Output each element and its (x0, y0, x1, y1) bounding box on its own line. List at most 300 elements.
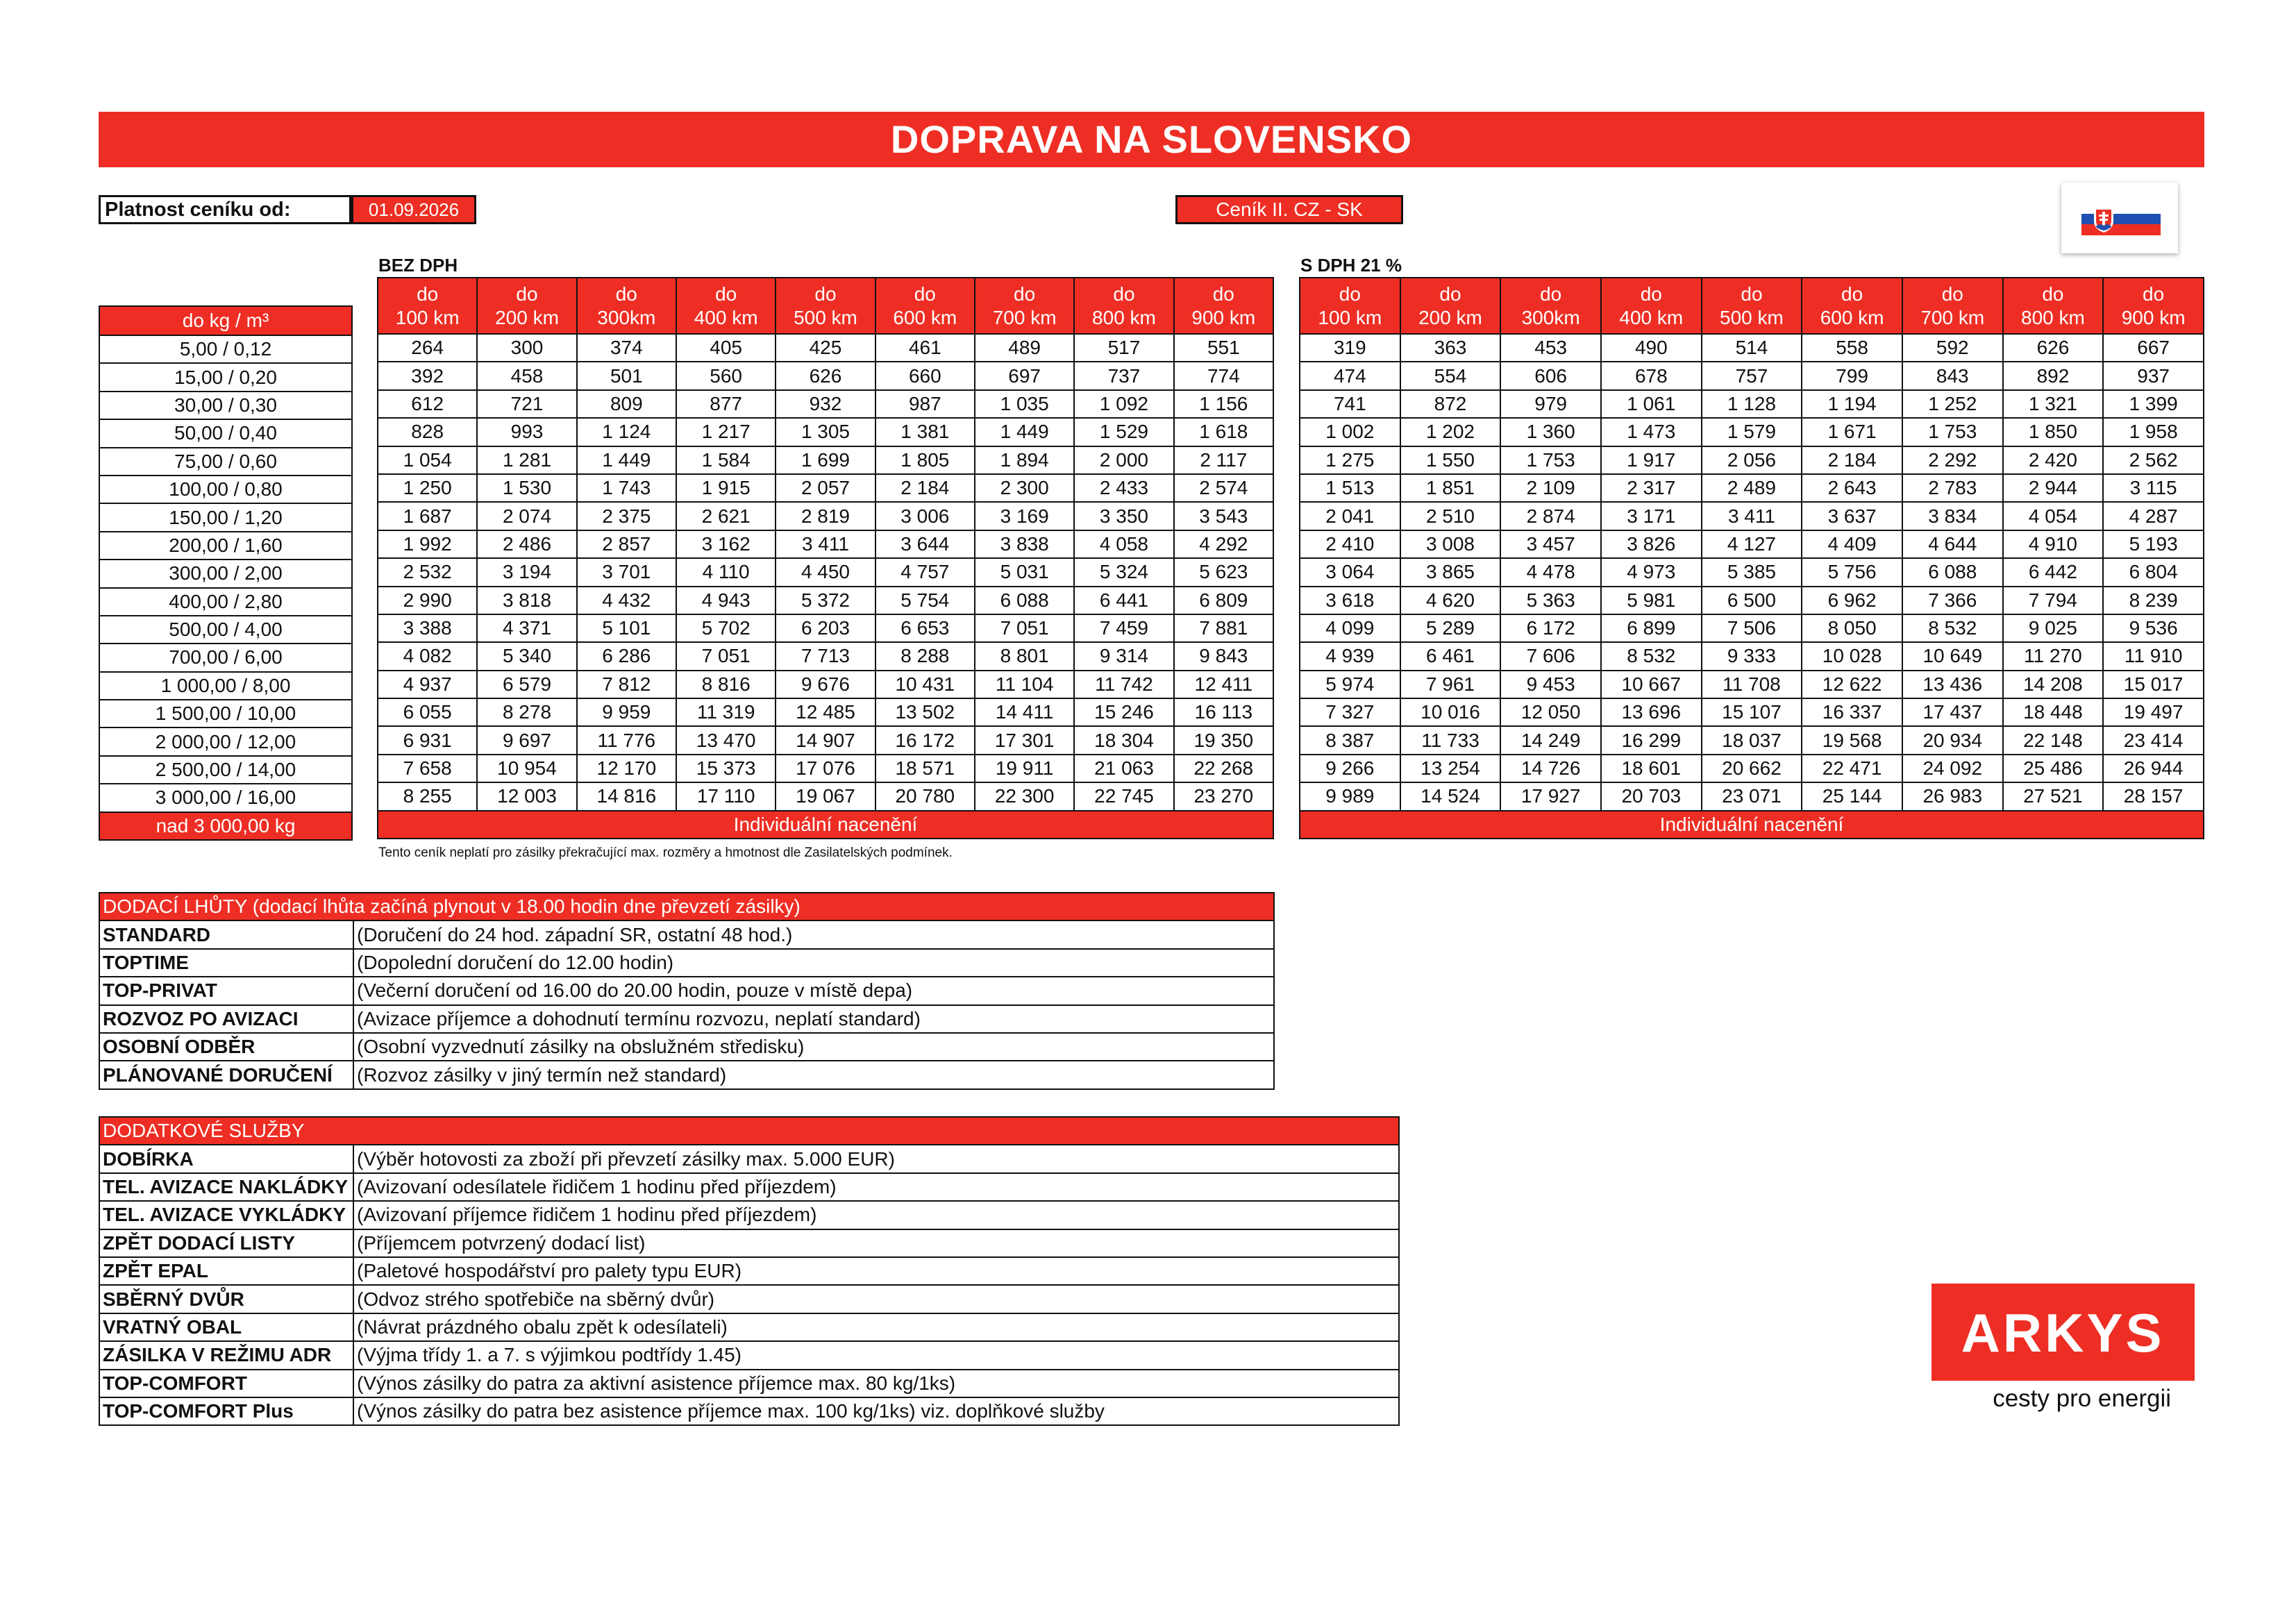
price-cell: 22 745 (1074, 782, 1173, 810)
weight-cell: 300,00 / 2,00 (99, 560, 352, 587)
price-cell: 1 513 (1300, 474, 1400, 502)
extra-service-row (99, 1173, 1399, 1201)
extra-service-name: TEL. AVIZACE NAKLÁDKY (99, 1173, 353, 1201)
price-cell: 2 317 (1601, 474, 1702, 502)
price-cell: 3 171 (1601, 502, 1702, 530)
distance-km: 900 km (2121, 306, 2186, 328)
price-cell: 558 (1802, 334, 1902, 362)
price-cell: 3 169 (975, 502, 1074, 530)
price-cell: 1 252 (1902, 390, 2003, 418)
price-cell: 5 289 (1400, 614, 1501, 642)
tariff-badge: Ceník II. CZ - SK (1175, 195, 1403, 224)
weight-row (99, 700, 352, 728)
price-cell: 363 (1400, 334, 1501, 362)
weight-row (99, 448, 352, 476)
price-cell: 1 671 (1802, 418, 1902, 446)
price-cell: 1 281 (477, 446, 576, 474)
price-cell: 7 881 (1174, 614, 1273, 642)
distance-km: 100 km (1318, 306, 1382, 328)
delivery-time-row (99, 949, 1274, 977)
weight-row (99, 503, 352, 531)
price-cell: 987 (875, 390, 975, 418)
price-cell: 1 743 (577, 474, 676, 502)
price-cell: 3 543 (1174, 502, 1273, 530)
table-row (1300, 390, 2204, 418)
price-cell: 3 115 (2103, 474, 2204, 502)
price-cell: 22 148 (2003, 726, 2104, 754)
delivery-time-name: TOPTIME (99, 949, 353, 977)
price-cell: 799 (1802, 362, 1902, 389)
price-cell: 374 (577, 334, 676, 362)
price-cell: 741 (1300, 390, 1400, 418)
delivery-time-description: (Rozvoz zásilky v jiný termín než standard) (353, 1061, 1274, 1088)
price-cell: 877 (676, 390, 776, 418)
price-cell: 4 110 (676, 558, 776, 586)
distance-do: do (1841, 283, 1863, 305)
table-row (1300, 755, 2204, 782)
distance-km: 400 km (1619, 306, 1684, 328)
price-cell: 5 702 (676, 614, 776, 642)
price-cell: 1 399 (2103, 390, 2204, 418)
table-row (1300, 502, 2204, 530)
table-row (1300, 334, 2204, 362)
distance-do: do (2143, 283, 2165, 305)
price-cell: 461 (875, 334, 975, 362)
price-cell: 612 (378, 390, 477, 418)
extra-service-row (99, 1313, 1399, 1341)
price-cell: 4 937 (378, 671, 477, 698)
distance-km: 300km (597, 306, 656, 328)
price-cell: 1 002 (1300, 418, 1400, 446)
price-cell: 8 239 (2103, 587, 2204, 614)
weight-row (99, 784, 352, 812)
extra-service-name: TEL. AVIZACE VYKLÁDKY (99, 1201, 353, 1229)
price-cell: 20 662 (1702, 755, 1802, 782)
distance-km: 600 km (1820, 306, 1884, 328)
price-cell: 11 776 (577, 726, 676, 754)
price-cell: 626 (2003, 334, 2104, 362)
price-cell: 8 255 (378, 782, 477, 810)
with-vat-distance-header (2003, 278, 2104, 334)
price-cell: 16 299 (1601, 726, 1702, 754)
price-cell: 4 082 (378, 642, 477, 670)
delivery-time-row (99, 920, 1274, 948)
price-cell: 5 372 (776, 587, 875, 614)
without-vat-distance-header (875, 278, 975, 334)
price-cell: 12 622 (1802, 671, 1902, 698)
extra-services-header: DODATKOVÉ SLUŽBY (99, 1117, 1399, 1145)
table-row (378, 530, 1273, 558)
price-cell: 9 676 (776, 671, 875, 698)
price-cell: 667 (2103, 334, 2204, 362)
price-cell: 2 621 (676, 502, 776, 530)
price-cell: 16 337 (1802, 698, 1902, 726)
price-cell: 3 350 (1074, 502, 1173, 530)
price-cell: 1 194 (1802, 390, 1902, 418)
price-cell: 1 321 (2003, 390, 2104, 418)
price-cell: 606 (1500, 362, 1601, 389)
delivery-time-row (99, 977, 1274, 1004)
price-cell: 2 489 (1702, 474, 1802, 502)
logo-tagline: cesty pro energii (1993, 1385, 2171, 1412)
price-cell: 2 292 (1902, 446, 2003, 474)
price-cell: 15 373 (676, 755, 776, 782)
price-cell: 4 943 (676, 587, 776, 614)
price-cell: 6 809 (1174, 587, 1273, 614)
weight-row (99, 560, 352, 587)
price-cell: 25 486 (2003, 755, 2104, 782)
price-cell: 7 658 (378, 755, 477, 782)
price-cell: 8 387 (1300, 726, 1400, 754)
table-row (378, 362, 1273, 389)
price-table-without-vat (377, 277, 1274, 839)
extra-service-name: DOBÍRKA (99, 1145, 353, 1172)
price-cell: 3 838 (975, 530, 1074, 558)
price-cell: 10 028 (1802, 642, 1902, 670)
distance-km: 800 km (2021, 306, 2085, 328)
table-row (378, 698, 1273, 726)
price-cell: 9 989 (1300, 782, 1400, 810)
price-cell: 22 300 (975, 782, 1074, 810)
table-row (1300, 698, 2204, 726)
price-cell: 2 510 (1400, 502, 1501, 530)
price-cell: 17 110 (676, 782, 776, 810)
weight-cell: 30,00 / 0,30 (99, 392, 352, 419)
price-cell: 13 696 (1601, 698, 1702, 726)
price-cell: 264 (378, 334, 477, 362)
weight-cell: 1 000,00 / 8,00 (99, 672, 352, 700)
price-cell: 7 051 (676, 642, 776, 670)
price-cell: 697 (975, 362, 1074, 389)
price-cell: 6 203 (776, 614, 875, 642)
price-cell: 458 (477, 362, 576, 389)
price-cell: 10 431 (875, 671, 975, 698)
price-cell: 5 623 (1174, 558, 1273, 586)
price-cell: 2 420 (2003, 446, 2104, 474)
table-row (378, 642, 1273, 670)
distance-do: do (1741, 283, 1763, 305)
price-cell: 26 944 (2103, 755, 2204, 782)
delivery-times-table (99, 892, 1275, 1090)
price-cell: 17 076 (776, 755, 875, 782)
price-cell: 6 442 (2003, 558, 2104, 586)
price-cell: 4 973 (1601, 558, 1702, 586)
price-cell: 1 381 (875, 418, 975, 446)
price-cell: 14 249 (1500, 726, 1601, 754)
extra-service-description: (Výnos zásilky do patra za aktivní asistence příjemce max. 80 kg/1ks) (353, 1370, 1399, 1397)
validity-date: 01.09.2026 (351, 195, 476, 224)
price-cell: 23 071 (1702, 782, 1802, 810)
table-row (378, 390, 1273, 418)
distance-do: do (1941, 283, 1963, 305)
price-cell: 11 742 (1074, 671, 1173, 698)
price-cell: 1 529 (1074, 418, 1173, 446)
delivery-time-description: (Avizace příjemce a dohodnutí termínu rozvozu, neplatí standard) (353, 1005, 1274, 1033)
extra-services-table (99, 1116, 1400, 1426)
price-cell: 554 (1400, 362, 1501, 389)
price-cell: 3 826 (1601, 530, 1702, 558)
price-cell: 9 314 (1074, 642, 1173, 670)
weight-cell: 100,00 / 0,80 (99, 476, 352, 503)
table-row (378, 558, 1273, 586)
price-cell: 678 (1601, 362, 1702, 389)
extra-service-name: ZPĚT DODACÍ LISTY (99, 1229, 353, 1257)
price-cell: 3 644 (875, 530, 975, 558)
price-cell: 2 532 (378, 558, 477, 586)
extra-service-description: (Paletové hospodářství pro palety typu EUR) (353, 1257, 1399, 1285)
price-cell: 2 944 (2003, 474, 2104, 502)
distance-km: 500 km (1720, 306, 1784, 328)
price-cell: 453 (1500, 334, 1601, 362)
extra-service-row (99, 1257, 1399, 1285)
table-row (1300, 530, 2204, 558)
price-cell: 6 461 (1400, 642, 1501, 670)
arkys-logo-mark (1932, 1284, 2195, 1381)
table-row (378, 474, 1273, 502)
weight-row (99, 392, 352, 419)
price-cell: 3 637 (1802, 502, 1902, 530)
price-cell: 15 246 (1074, 698, 1173, 726)
extra-service-description: (Výjma třídy 1. a 7. s výjimkou podtřídy 1.45) (353, 1341, 1399, 1369)
price-cell: 6 088 (1902, 558, 2003, 586)
price-cell: 2 375 (577, 502, 676, 530)
price-cell: 9 453 (1500, 671, 1601, 698)
price-cell: 1 915 (676, 474, 776, 502)
price-cell: 3 457 (1500, 530, 1601, 558)
price-cell: 15 017 (2103, 671, 2204, 698)
distance-do: do (2042, 283, 2064, 305)
price-cell: 12 170 (577, 755, 676, 782)
price-cell: 1 449 (577, 446, 676, 474)
weight-cell: 5,00 / 0,12 (99, 335, 352, 363)
price-cell: 11 319 (676, 698, 776, 726)
price-cell: 24 092 (1902, 755, 2003, 782)
price-cell: 14 816 (577, 782, 676, 810)
price-cell: 1 805 (875, 446, 975, 474)
price-cell: 16 172 (875, 726, 975, 754)
weight-row (99, 616, 352, 644)
distance-km: 700 km (1920, 306, 1985, 328)
price-cell: 5 193 (2103, 530, 2204, 558)
delivery-time-description: (Osobní vyzvednutí zásilky na obslužném středisku) (353, 1033, 1274, 1061)
distance-km: 300km (1521, 306, 1580, 328)
weight-cell: 500,00 / 4,00 (99, 616, 352, 644)
price-cell: 2 000 (1074, 446, 1173, 474)
price-cell: 979 (1500, 390, 1601, 418)
price-cell: 10 649 (1902, 642, 2003, 670)
distance-do: do (1014, 283, 1036, 305)
price-cell: 1 753 (1500, 446, 1601, 474)
price-cell: 12 003 (477, 782, 576, 810)
price-cell: 19 350 (1174, 726, 1273, 754)
price-cell: 1 202 (1400, 418, 1501, 446)
price-cell: 6 055 (378, 698, 477, 726)
extra-service-name: SBĚRNÝ DVŮR (99, 1285, 353, 1313)
price-cell: 6 579 (477, 671, 576, 698)
price-cell: 932 (776, 390, 875, 418)
price-cell: 6 899 (1601, 614, 1702, 642)
weight-cell: 400,00 / 2,80 (99, 588, 352, 616)
price-cell: 1 618 (1174, 418, 1273, 446)
extra-service-description: (Výnos zásilky do patra bez asistence příjemce max. 100 kg/1ks) viz. doplňkové služby (353, 1397, 1399, 1425)
price-cell: 11 270 (2003, 642, 2104, 670)
price-cell: 809 (577, 390, 676, 418)
price-cell: 1 753 (1902, 418, 2003, 446)
without-vat-distance-header (577, 278, 676, 334)
weight-cell: 50,00 / 0,40 (99, 419, 352, 447)
extra-service-row (99, 1229, 1399, 1257)
with-vat-distance-header (2103, 278, 2204, 334)
page-title: DOPRAVA NA SLOVENSKO (99, 112, 2204, 167)
with-vat-distance-header (1702, 278, 1802, 334)
distance-do: do (1339, 283, 1361, 305)
without-vat-distance-header (776, 278, 875, 334)
delivery-time-description: (Večerní doručení od 16.00 do 20.00 hodin, pouze v místě depa) (353, 977, 1274, 1004)
price-cell: 9 697 (477, 726, 576, 754)
price-cell: 2 041 (1300, 502, 1400, 530)
price-cell: 4 939 (1300, 642, 1400, 670)
arkys-logo-text: ARKYS (1961, 1302, 2165, 1363)
price-cell: 1 699 (776, 446, 875, 474)
price-cell: 17 301 (975, 726, 1074, 754)
table-row (378, 614, 1273, 642)
price-cell: 1 035 (975, 390, 1074, 418)
price-cell: 551 (1174, 334, 1273, 362)
price-cell: 18 037 (1702, 726, 1802, 754)
distance-km: 900 km (1191, 306, 1256, 328)
price-cell: 12 485 (776, 698, 875, 726)
price-cell: 1 061 (1601, 390, 1702, 418)
price-cell: 4 432 (577, 587, 676, 614)
price-cell: 560 (676, 362, 776, 389)
price-cell: 6 962 (1802, 587, 1902, 614)
extra-service-row (99, 1285, 1399, 1313)
price-cell: 8 801 (975, 642, 1074, 670)
price-cell: 20 703 (1601, 782, 1702, 810)
distance-do: do (814, 283, 837, 305)
table-row (1300, 362, 2204, 389)
price-cell: 757 (1702, 362, 1802, 389)
price-cell: 9 025 (2003, 614, 2104, 642)
extra-service-name: VRATNÝ OBAL (99, 1313, 353, 1341)
distance-km: 700 km (992, 306, 1057, 328)
price-cell: 6 500 (1702, 587, 1802, 614)
price-cell: 3 834 (1902, 502, 2003, 530)
extra-service-row (99, 1370, 1399, 1397)
pricelist-note: Tento ceník neplatí pro zásilky překračující max. rozměry a hmotnost dle Zasilatelských podmínek. (378, 846, 953, 860)
price-cell: 28 157 (2103, 782, 2204, 810)
price-cell: 9 536 (2103, 614, 2204, 642)
price-cell: 1 250 (378, 474, 477, 502)
price-cell: 1 687 (378, 502, 477, 530)
with-vat-distance-header (1500, 278, 1601, 334)
price-cell: 5 754 (875, 587, 975, 614)
extra-service-row (99, 1397, 1399, 1425)
price-cell: 2 184 (1802, 446, 1902, 474)
delivery-time-name: ROZVOZ PO AVIZACI (99, 1005, 353, 1033)
table-row (1300, 418, 2204, 446)
price-cell: 23 414 (2103, 726, 2204, 754)
individual-row (1300, 811, 2204, 839)
price-cell: 7 713 (776, 642, 875, 670)
extra-service-description: (Výběr hotovosti za zboží při převzetí zásilky max. 5.000 EUR) (353, 1145, 1399, 1172)
distance-km: 800 km (1092, 306, 1156, 328)
weight-row (99, 476, 352, 503)
weight-row (99, 588, 352, 616)
price-cell: 2 643 (1802, 474, 1902, 502)
price-cell: 2 783 (1902, 474, 2003, 502)
price-cell: 2 184 (875, 474, 975, 502)
price-cell: 6 286 (577, 642, 676, 670)
distance-do: do (1439, 283, 1461, 305)
price-cell: 1 958 (2103, 418, 2204, 446)
price-cell: 1 917 (1601, 446, 1702, 474)
price-cell: 11 910 (2103, 642, 2204, 670)
weight-row (99, 419, 352, 447)
weight-cell: 15,00 / 0,20 (99, 363, 352, 391)
price-cell: 660 (875, 362, 975, 389)
price-cell: 22 268 (1174, 755, 1273, 782)
price-cell: 11 733 (1400, 726, 1501, 754)
price-cell: 4 287 (2103, 502, 2204, 530)
price-cell: 10 954 (477, 755, 576, 782)
without-vat-distance-header (975, 278, 1074, 334)
price-cell: 22 471 (1802, 755, 1902, 782)
price-cell: 4 099 (1300, 614, 1400, 642)
price-cell: 2 990 (378, 587, 477, 614)
price-cell: 5 981 (1601, 587, 1702, 614)
price-cell: 1 054 (378, 446, 477, 474)
without-vat-distance-header (676, 278, 776, 334)
weight-cell: 700,00 / 6,00 (99, 644, 352, 671)
extra-service-name: ZPĚT EPAL (99, 1257, 353, 1285)
price-cell: 3 865 (1400, 558, 1501, 586)
distance-do: do (914, 283, 936, 305)
price-cell: 8 050 (1802, 614, 1902, 642)
price-cell: 892 (2003, 362, 2104, 389)
distance-do: do (715, 283, 737, 305)
price-cell: 1 275 (1300, 446, 1400, 474)
price-cell: 19 497 (2103, 698, 2204, 726)
price-cell: 27 521 (2003, 782, 2104, 810)
price-cell: 3 194 (477, 558, 576, 586)
price-cell: 7 327 (1300, 698, 1400, 726)
delivery-time-name: STANDARD (99, 920, 353, 948)
price-cell: 18 448 (2003, 698, 2104, 726)
price-cell: 1 584 (676, 446, 776, 474)
price-cell: 18 304 (1074, 726, 1173, 754)
table-row (378, 671, 1273, 698)
weight-row (99, 363, 352, 391)
price-cell: 9 843 (1174, 642, 1273, 670)
price-cell: 1 124 (577, 418, 676, 446)
slovakia-flag-icon (2061, 183, 2178, 253)
distance-do: do (1540, 283, 1562, 305)
price-cell: 9 333 (1702, 642, 1802, 670)
price-cell: 5 974 (1300, 671, 1400, 698)
distance-do: do (417, 283, 439, 305)
with-vat-distance-header (1902, 278, 2003, 334)
price-cell: 1 579 (1702, 418, 1802, 446)
extra-service-name: TOP-COMFORT (99, 1370, 353, 1397)
price-cell: 8 288 (875, 642, 975, 670)
without-vat-distance-header (1074, 278, 1173, 334)
price-cell: 489 (975, 334, 1074, 362)
price-cell: 425 (776, 334, 875, 362)
weight-row (99, 756, 352, 784)
table-row (378, 502, 1273, 530)
price-cell: 4 478 (1500, 558, 1601, 586)
